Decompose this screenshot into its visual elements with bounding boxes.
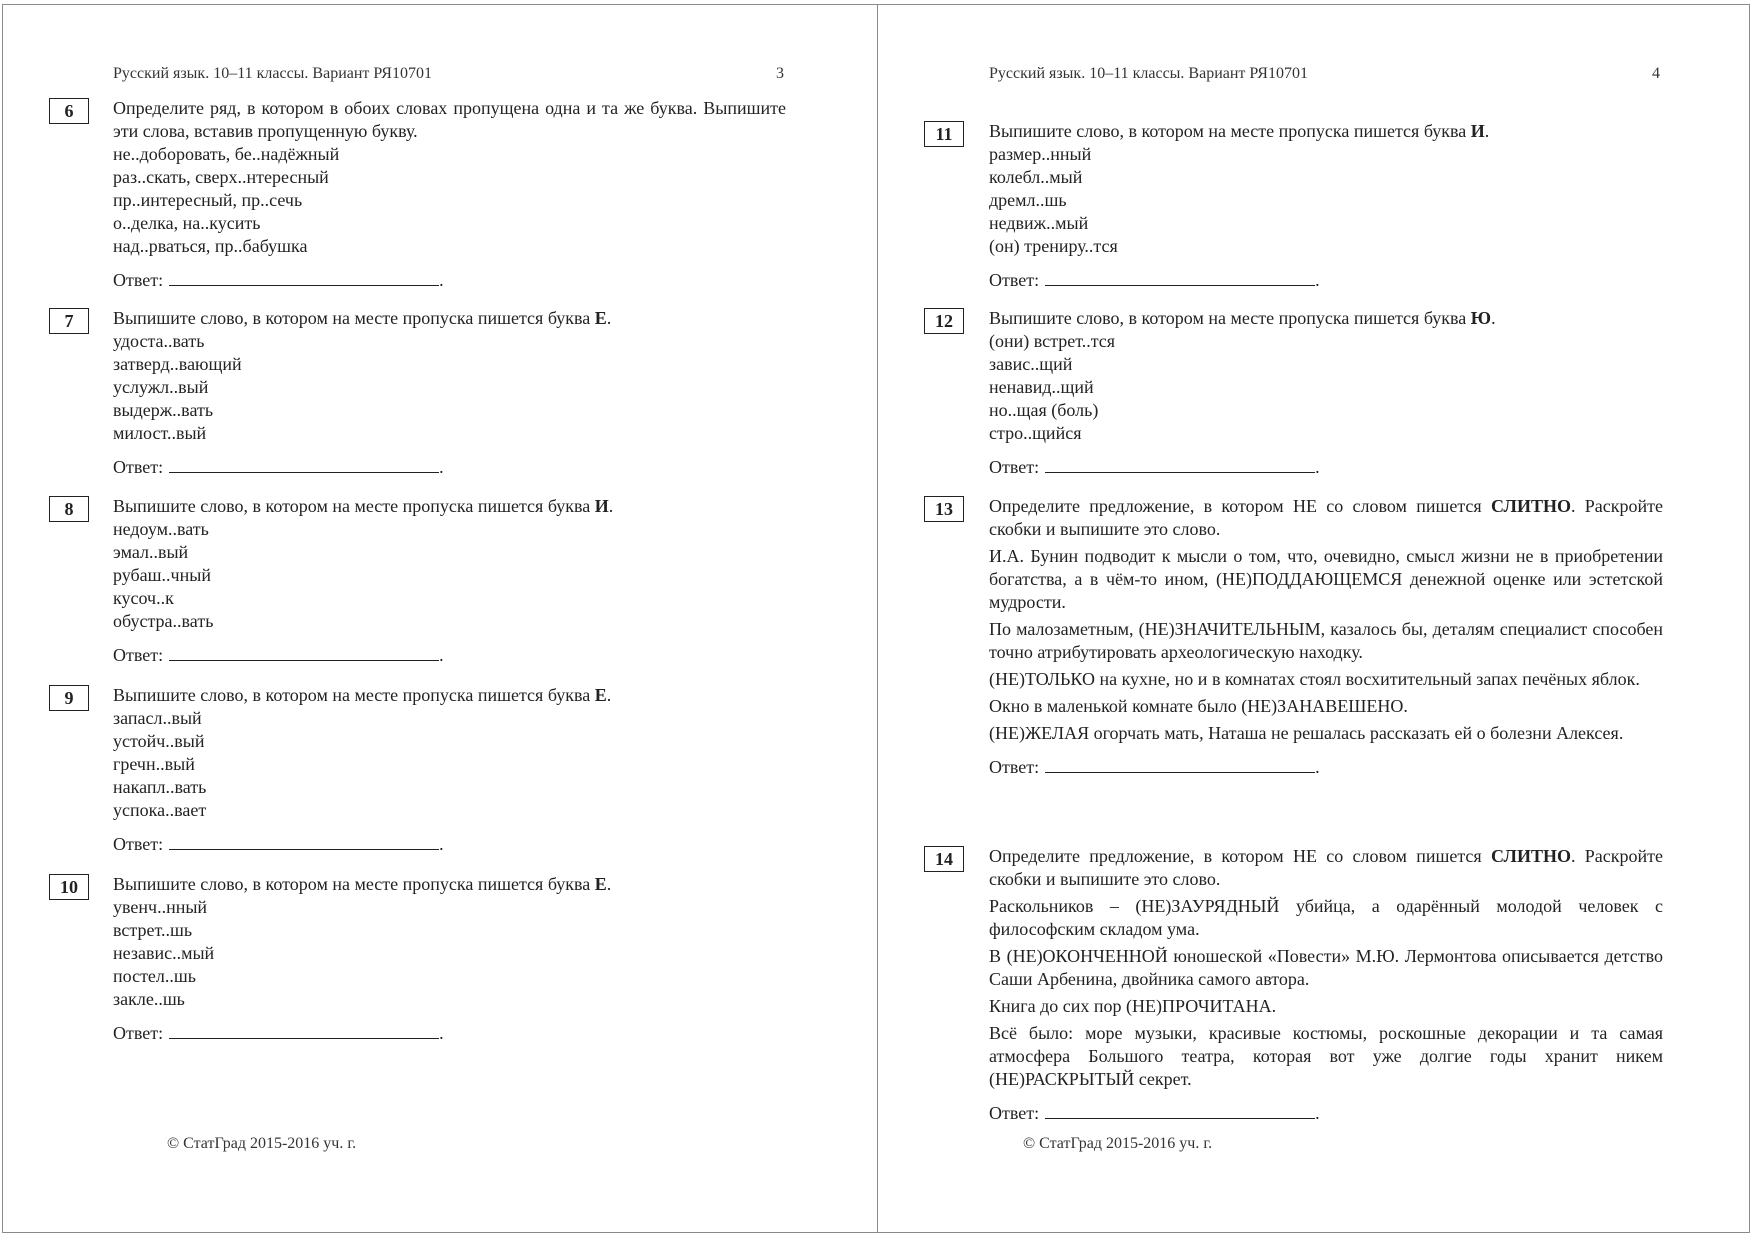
sentence-option: (НЕ)ТОЛЬКО на кухне, но и в комнатах стоял восхитительный запах печёных яблок. <box>989 669 1640 689</box>
answer-line[interactable] <box>169 456 439 473</box>
task-number-box: 8 <box>49 496 89 522</box>
page-number: 3 <box>776 65 784 82</box>
task-number-box: 9 <box>49 685 89 711</box>
right-page <box>878 0 1754 1239</box>
target-letter: Е <box>594 874 607 894</box>
answer-row: Ответ: . <box>113 270 444 290</box>
answer-label: Ответ: <box>113 834 164 854</box>
option: над..рваться, пр..бабушка <box>113 236 308 256</box>
option: рубаш..чный <box>113 565 211 585</box>
option: о..делка, на..кусить <box>113 213 261 233</box>
answer-row: Ответ: . <box>989 270 1320 290</box>
option: успока..вает <box>113 800 207 820</box>
task-number-box: 14 <box>924 846 964 872</box>
option: выдерж..вать <box>113 400 214 420</box>
option: но..щая (боль) <box>989 400 1099 420</box>
task-instruction: Определите предложение, в котором НЕ со словом пишется СЛИТНО. Раскройте скобки и выпишите это слово. <box>989 846 1664 889</box>
answer-line[interactable] <box>169 644 439 661</box>
option: накапл..вать <box>113 777 207 797</box>
task-instruction: Выпишите слово, в котором на месте пропуска пишется буква Е. <box>113 874 612 894</box>
task-instruction: Выпишите слово, в котором на месте пропуска пишется буква Е. <box>113 308 612 328</box>
answer-label: Ответ: <box>113 1023 164 1043</box>
answer-line[interactable] <box>1045 1102 1315 1119</box>
sentence-option: Окно в маленькой комнате было (НЕ)ЗАНАВЕШЕНО. <box>989 696 1408 716</box>
option: затверд..вающий <box>113 354 242 374</box>
target-letter: Ю <box>1470 308 1492 328</box>
option: независ..мый <box>113 943 215 963</box>
option: колебл..мый <box>989 167 1083 187</box>
sentence-option: Раскольников – (НЕ)ЗАУРЯДНЫЙ убийца, а одарённый молодой человек с философским складом ума. <box>989 896 1663 939</box>
option: эмал..вый <box>113 542 189 562</box>
option: раз..скать, сверх..нтересный <box>113 167 329 187</box>
answer-row: Ответ: . <box>989 1103 1320 1123</box>
option: ненавид..щий <box>989 377 1094 397</box>
sentence-option: Книга до сих пор (НЕ)ПРОЧИТАНА. <box>989 996 1277 1016</box>
option: удоста..вать <box>113 331 205 351</box>
answer-label: Ответ: <box>113 457 164 477</box>
option: кусоч..к <box>113 588 174 608</box>
option: дремл..шь <box>989 190 1067 210</box>
task-number-box: 6 <box>49 98 89 124</box>
answer-line[interactable] <box>1045 756 1315 773</box>
answer-line[interactable] <box>169 269 439 286</box>
task-instruction: Определите ряд, в котором в обоих словах пропущена одна и та же буква. Выпишите эти слова, вставив пропущенную букву. <box>113 98 786 141</box>
option: увенч..нный <box>113 897 208 917</box>
option: недвиж..мый <box>989 213 1089 233</box>
option: размер..нный <box>989 144 1092 164</box>
target-letter: И <box>594 496 609 516</box>
sentence-option: И.А. Бунин подводит к мысли о том, что, очевидно, смысл жизни не в приобретении богатства, а в чём-то ином, (НЕ)ПОДДАЮЩЕМСЯ денежной оценке или эстетской мудрости. <box>989 546 1663 612</box>
sentence-option: В (НЕ)ОКОНЧЕННОЙ юношеской «Повести» М.Ю. Лермонтова описывается детство Саши Арбенина, двойника самого автора. <box>989 946 1663 989</box>
task-instruction: Выпишите слово, в котором на месте пропуска пишется буква Ю. <box>989 308 1496 328</box>
option: (он) трениру..тся <box>989 236 1118 256</box>
option: закле..шь <box>113 989 185 1009</box>
option: встрет..шь <box>113 920 193 940</box>
answer-line[interactable] <box>169 1022 439 1039</box>
option: устойч..вый <box>113 731 205 751</box>
task-number-box: 11 <box>924 121 964 147</box>
option: запасл..вый <box>113 708 202 728</box>
sentence-option: (НЕ)ЖЕЛАЯ огорчать мать, Наташа не решалась рассказать ей о болезни Алексея. <box>989 723 1624 743</box>
sentence-option: По малозаметным, (НЕ)ЗНАЧИТЕЛЬНЫМ, казалось бы, деталям специалист способен точно атрибутировать археологическую находку. <box>989 619 1663 662</box>
answer-label: Ответ: <box>113 645 164 665</box>
answer-line[interactable] <box>1045 456 1315 473</box>
page-number: 4 <box>1652 65 1660 82</box>
option: (они) встрет..тся <box>989 331 1116 351</box>
answer-row: Ответ: . <box>989 457 1320 477</box>
emphasis-word: СЛИТНО <box>1491 496 1571 516</box>
option: недоум..вать <box>113 519 209 539</box>
answer-row: Ответ: . <box>113 1023 444 1043</box>
option: услужл..вый <box>113 377 209 397</box>
option: стро..щийся <box>989 423 1082 443</box>
option: милост..вый <box>113 423 207 443</box>
option: не..доборовать, бе..надёжный <box>113 144 340 164</box>
emphasis-word: СЛИТНО <box>1491 846 1571 866</box>
option: обустра..вать <box>113 611 214 631</box>
answer-label: Ответ: <box>989 457 1040 477</box>
target-letter: Е <box>594 685 607 705</box>
task-instruction: Выпишите слово, в котором на месте пропуска пишется буква И. <box>113 496 614 516</box>
answer-line[interactable] <box>169 833 439 850</box>
page-footer: © СтатГрад 2015-2016 уч. г. <box>1023 1135 1213 1152</box>
page-header: Русский язык. 10–11 классы. Вариант РЯ10701 <box>989 65 1308 82</box>
task-number-box: 10 <box>49 874 89 900</box>
answer-row: Ответ: . <box>113 834 444 854</box>
page-header: Русский язык. 10–11 классы. Вариант РЯ10701 <box>113 65 432 82</box>
answer-label: Ответ: <box>989 1103 1040 1123</box>
task-instruction: Определите предложение, в котором НЕ со словом пишется СЛИТНО. Раскройте скобки и выпишите это слово. <box>989 496 1664 539</box>
task-number-box: 12 <box>924 308 964 334</box>
answer-row: Ответ: . <box>989 757 1320 777</box>
option: гречн..вый <box>113 754 195 774</box>
answer-row: Ответ: . <box>113 645 444 665</box>
page-footer: © СтатГрад 2015-2016 уч. г. <box>167 1135 357 1152</box>
task-instruction: Выпишите слово, в котором на месте пропуска пишется буква И. <box>989 121 1490 141</box>
option: пр..интересный, пр..сечь <box>113 190 303 210</box>
task-number-box: 13 <box>924 496 964 522</box>
answer-label: Ответ: <box>989 757 1040 777</box>
task-number-box: 7 <box>49 308 89 334</box>
answer-label: Ответ: <box>113 270 164 290</box>
answer-row: Ответ: . <box>113 457 444 477</box>
answer-line[interactable] <box>1045 269 1315 286</box>
target-letter: И <box>1470 121 1485 141</box>
sentence-option: Всё было: море музыки, красивые костюмы, роскошные декорации и та самая атмосфера Большого театра, которая вот уже долгие годы хранит никем (НЕ)РАСКРЫТЫЙ секрет. <box>989 1023 1663 1089</box>
task-instruction: Выпишите слово, в котором на месте пропуска пишется буква Е. <box>113 685 612 705</box>
option: постел..шь <box>113 966 196 986</box>
target-letter: Е <box>594 308 607 328</box>
option: завис..щий <box>989 354 1073 374</box>
answer-label: Ответ: <box>989 270 1040 290</box>
